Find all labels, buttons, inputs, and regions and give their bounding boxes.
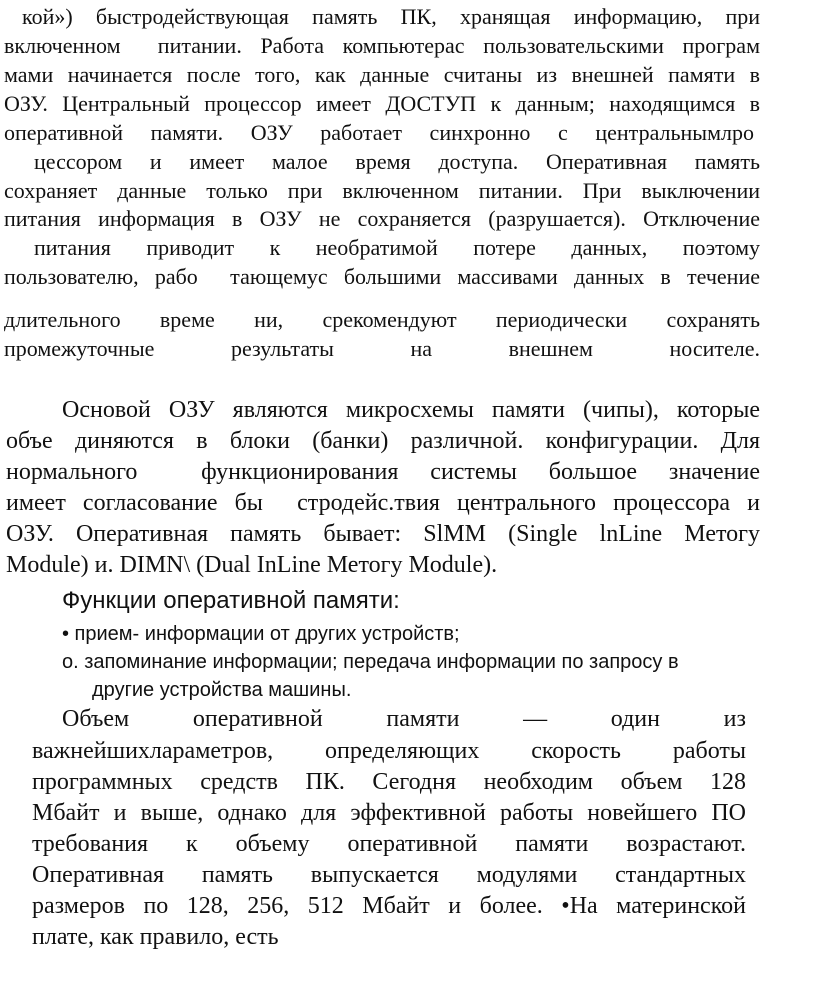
text-line: программных средств ПК. Сегодня необходим объем 128 — [32, 769, 746, 795]
list-item: • прием- информации от других устройств; — [62, 623, 460, 645]
text-line: длительного време ни, срекомендуют периодически сохранять — [4, 307, 760, 332]
section-heading: Функции оперативной памяти: — [62, 587, 400, 614]
text-line: Оперативная память выпускается модулями стандартных — [32, 862, 746, 888]
text-line: Объем оперативной памяти — один из — [62, 706, 746, 732]
text-line: имеет согласование бы стродейс.твия центрального процессора и — [6, 490, 760, 516]
text-line: размеров по 128, 256, 512 Мбайт и более. •На материнской — [32, 893, 746, 919]
text-line: Мбайт и выше, однако для эффективной работы новейшего ПО — [32, 800, 746, 826]
text-line: питания приводит к необратимой потере данных, поэтому — [34, 235, 760, 260]
text-line: пользователю, рабо тающемус большими массивами данных в течение — [4, 264, 760, 289]
text-line: сохраняет данные только при включенном питании. При выключении — [4, 178, 760, 203]
text-line: нормального функционирования системы большое значение — [6, 459, 760, 485]
text-line: ОЗУ. Оперативная память бывает: SlMM (Single lnLine Метогу — [6, 521, 760, 547]
text-line: включенном питании. Работа компьютерас пользовательскими програм — [4, 33, 760, 58]
list-item-continuation: другие устройства машины. — [92, 679, 352, 701]
text-line: оперативной памяти. ОЗУ работает синхронно с центральнымлро — [4, 120, 754, 145]
text-line: промежуточные результаты на внешнем носителе. — [4, 336, 760, 361]
text-line: цессором и имеет малое время доступа. Оперативная память — [34, 149, 760, 174]
text-line: питания информация в ОЗУ не сохраняется (разрушается). Отключение — [4, 206, 760, 231]
list-item: о. запоминание информации; передача информации по запросу в — [62, 651, 679, 673]
text-line: важнейшихлараметров, определяющих скорость работы — [32, 738, 746, 764]
text-line: Module) и. DIMN\ (Dual InLine Метогу Module). — [6, 552, 498, 578]
text-line: мами начинается после того, как данные считаны из внешней памяти в — [4, 62, 760, 87]
text-line: требования к объему оперативной памяти возрастают. — [32, 831, 746, 857]
text-line: объе диняются в блоки (банки) различной. конфигурации. Для — [6, 428, 760, 454]
text-line: кой») быстродействующая память ПК, хранящая информацию, при — [22, 4, 760, 29]
text-line: плате, как правило, есть — [32, 924, 279, 950]
text-line: ОЗУ. Центральный процессор имеет ДОСТУП к данным; находящимся в — [4, 91, 760, 116]
text-line: Основой ОЗУ являются микросхемы памяти (чипы), которые — [62, 397, 760, 423]
